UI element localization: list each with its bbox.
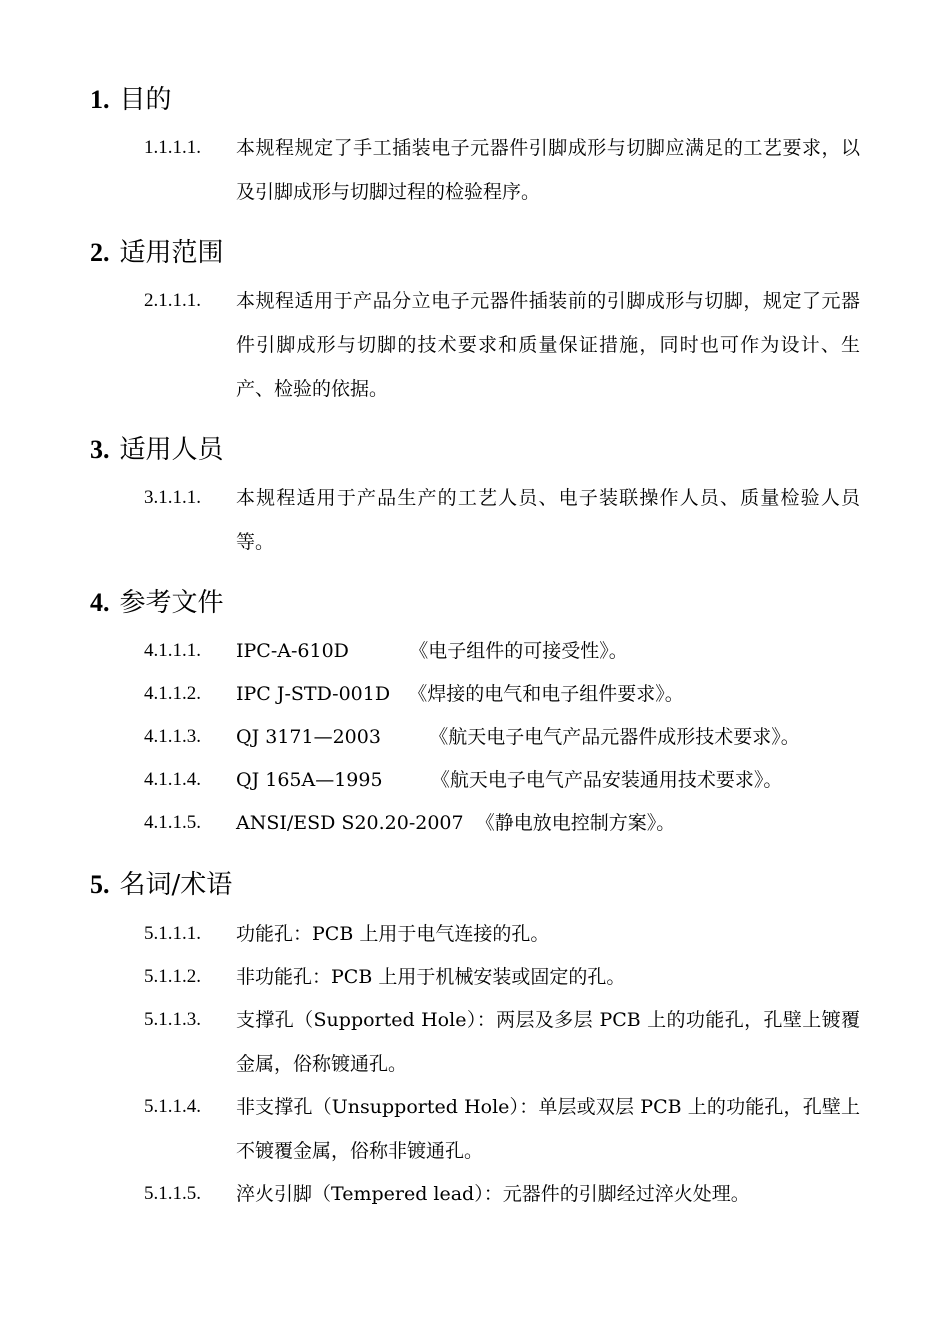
clause-number: 4.1.1.2. bbox=[144, 683, 201, 704]
reference-text: QJ 165A—1995 《航天电子电气产品安装通用技术要求》。 bbox=[236, 769, 783, 791]
clause-number: 4.1.1.1. bbox=[144, 640, 201, 661]
clause-text: 本规程适用于产品生产的工艺人员、电子装联操作人员、质量检验人员等。 bbox=[236, 487, 860, 553]
reference-item bbox=[144, 629, 860, 673]
clause-item bbox=[144, 279, 860, 411]
term-text: 非支撑孔（Unsupported Hole）：单层或双层 PCB 上的功能孔，孔壁上不镀覆金属，俗称非镀通孔。 bbox=[236, 1096, 860, 1162]
term-item bbox=[144, 1172, 860, 1216]
section-number: 4. bbox=[90, 588, 110, 617]
clause-item bbox=[144, 126, 860, 214]
clause-number: 3.1.1.1. bbox=[144, 487, 201, 508]
clause-number: 5.1.1.5. bbox=[144, 1183, 201, 1204]
clause-number: 4.1.1.4. bbox=[144, 769, 201, 790]
section-heading-purpose bbox=[90, 84, 172, 116]
section-number: 5. bbox=[90, 870, 110, 899]
section-heading-terms bbox=[90, 869, 232, 901]
clause-number: 5.1.1.4. bbox=[144, 1096, 201, 1117]
section-title: 目的 bbox=[119, 85, 172, 115]
section-title: 参考文件 bbox=[119, 588, 224, 618]
clause-number: 1.1.1.1. bbox=[144, 137, 201, 158]
clause-number: 4.1.1.3. bbox=[144, 726, 201, 747]
term-text: 非功能孔：PCB 上用于机械安装或固定的孔。 bbox=[236, 966, 626, 988]
section-heading-personnel bbox=[90, 434, 224, 466]
clause-number: 5.1.1.3. bbox=[144, 1009, 201, 1030]
section-title: 名词/术语 bbox=[119, 870, 233, 900]
reference-item bbox=[144, 758, 860, 802]
clause-text: 本规程适用于产品分立电子元器件插装前的引脚成形与切脚，规定了元器件引脚成形与切脚的技术要求和质量保证措施，同时也可作为设计、生产、检验的依据。 bbox=[236, 290, 860, 400]
section-heading-scope bbox=[90, 237, 224, 269]
section-number: 3. bbox=[90, 435, 110, 464]
section-number: 2. bbox=[90, 238, 110, 267]
section-number: 1. bbox=[90, 85, 110, 114]
clause-item bbox=[144, 476, 860, 564]
section-title: 适用人员 bbox=[119, 435, 224, 465]
term-item bbox=[144, 955, 860, 999]
section-heading-references bbox=[90, 587, 224, 619]
reference-item bbox=[144, 715, 860, 759]
term-item bbox=[144, 1085, 860, 1173]
term-text: 功能孔：PCB 上用于电气连接的孔。 bbox=[236, 923, 550, 945]
reference-text: QJ 3171—2003 《航天电子电气产品元器件成形技术要求》。 bbox=[236, 726, 800, 748]
term-text: 支撑孔（Supported Hole）：两层及多层 PCB 上的功能孔，孔壁上镀覆金属，俗称镀通孔。 bbox=[236, 1009, 860, 1075]
section-title: 适用范围 bbox=[119, 238, 224, 268]
reference-text: IPC-A-610D 《电子组件的可接受性》。 bbox=[236, 640, 628, 662]
clause-text: 本规程规定了手工插装电子元器件引脚成形与切脚应满足的工艺要求，以及引脚成形与切脚过程的检验程序。 bbox=[236, 137, 860, 203]
term-item bbox=[144, 912, 860, 956]
reference-item bbox=[144, 801, 860, 845]
term-text: 淬火引脚（Tempered lead）：元器件的引脚经过淬火处理。 bbox=[236, 1183, 750, 1205]
reference-text: IPC J-STD-001D 《焊接的电气和电子组件要求》。 bbox=[236, 683, 684, 705]
clause-number: 4.1.1.5. bbox=[144, 812, 201, 833]
clause-number: 2.1.1.1. bbox=[144, 290, 201, 311]
reference-text: ANSI/ESD S20.20-2007 《静电放电控制方案》。 bbox=[236, 812, 676, 834]
reference-item bbox=[144, 672, 860, 716]
term-item bbox=[144, 998, 860, 1086]
clause-number: 5.1.1.1. bbox=[144, 923, 201, 944]
clause-number: 5.1.1.2. bbox=[144, 966, 201, 987]
